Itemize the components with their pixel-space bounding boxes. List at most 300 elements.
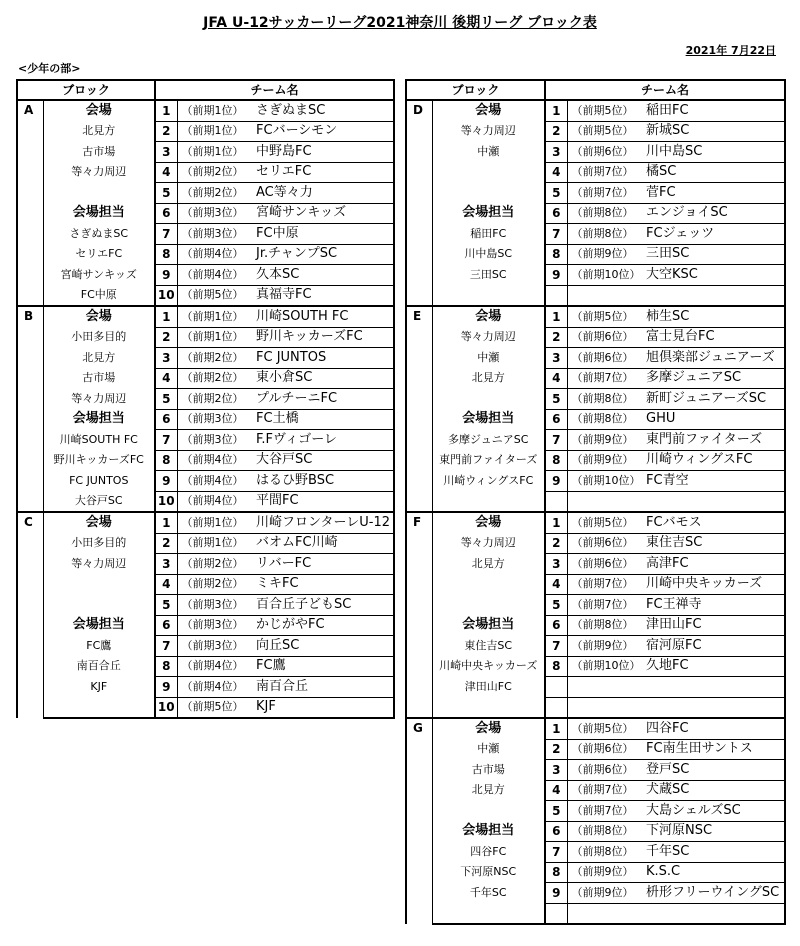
team-name: 枡形フリーウイングSC xyxy=(644,883,785,904)
venue-cell: 小田多目的 xyxy=(43,533,155,554)
team-number: 7 xyxy=(155,430,177,451)
table-row xyxy=(406,677,785,698)
team-number: 5 xyxy=(155,183,177,204)
table-row xyxy=(17,615,394,636)
venue-cell: 三田SC xyxy=(432,265,545,286)
venue-cell xyxy=(432,801,545,822)
previous-rank: （前期8位） xyxy=(567,203,644,224)
team-name: 東門前ファイターズ xyxy=(644,430,785,451)
venue-cell: 東門前ファイターズ xyxy=(432,450,545,471)
team-name: 川崎ウィングスFC xyxy=(644,450,785,471)
table-row xyxy=(406,554,785,575)
table-row xyxy=(17,389,394,410)
table-row xyxy=(17,203,394,224)
table-row xyxy=(406,821,785,842)
previous-rank: （前期4位） xyxy=(177,471,254,492)
table-row xyxy=(406,883,785,904)
previous-rank xyxy=(567,903,644,924)
venue-cell: 下河原NSC xyxy=(432,862,545,883)
previous-rank: （前期1位） xyxy=(177,306,254,327)
team-number: 8 xyxy=(155,244,177,265)
previous-rank: （前期9位） xyxy=(567,636,644,657)
team-number: 6 xyxy=(545,409,567,430)
team-name: 高津FC xyxy=(644,554,785,575)
table-row xyxy=(406,430,785,451)
table-row xyxy=(17,595,394,616)
previous-rank: （前期6位） xyxy=(567,739,644,760)
venue-cell xyxy=(432,183,545,204)
venue-cell: 会場 xyxy=(43,306,155,327)
team-number: 8 xyxy=(545,244,567,265)
venue-cell: 会場 xyxy=(43,512,155,533)
team-number: 1 xyxy=(155,306,177,327)
team-number: 5 xyxy=(545,389,567,410)
previous-rank: （前期7位） xyxy=(567,368,644,389)
venue-cell xyxy=(43,183,155,204)
previous-rank xyxy=(567,285,644,306)
team-name: 富士見台FC xyxy=(644,327,785,348)
table-row xyxy=(406,162,785,183)
table-row xyxy=(406,471,785,492)
team-name: リバーFC xyxy=(254,554,394,575)
team-name: 真福寺FC xyxy=(254,285,394,306)
team-number: 3 xyxy=(155,348,177,369)
team-header: チーム名 xyxy=(155,80,394,100)
venue-cell: 会場担当 xyxy=(432,409,545,430)
team-name: GHU xyxy=(644,409,785,430)
team-name xyxy=(644,677,785,698)
previous-rank: （前期8位） xyxy=(567,821,644,842)
venue-cell: 中瀬 xyxy=(432,142,545,163)
block-letter: G xyxy=(406,718,432,924)
team-name: セリエFC xyxy=(254,162,394,183)
previous-rank: （前期10位） xyxy=(567,471,644,492)
previous-rank: （前期5位） xyxy=(177,697,254,718)
table-row xyxy=(17,183,394,204)
team-number: 1 xyxy=(545,512,567,533)
venue-cell: 会場担当 xyxy=(432,615,545,636)
venue-cell: 会場 xyxy=(432,100,545,121)
block-letter: B xyxy=(17,306,43,512)
team-number: 6 xyxy=(155,203,177,224)
team-name: 新城SC xyxy=(644,121,785,142)
team-number: 4 xyxy=(545,574,567,595)
venue-cell: 等々力周辺 xyxy=(43,162,155,183)
previous-rank: （前期10位） xyxy=(567,656,644,677)
table-row xyxy=(406,739,785,760)
team-name xyxy=(644,491,785,512)
table-row xyxy=(17,697,394,718)
table-row xyxy=(406,656,785,677)
venue-cell: KJF xyxy=(43,677,155,698)
team-name: 四谷FC xyxy=(644,718,785,739)
table-row xyxy=(17,100,394,121)
previous-rank: （前期9位） xyxy=(567,430,644,451)
table-row xyxy=(406,574,785,595)
previous-rank: （前期5位） xyxy=(177,285,254,306)
venue-cell: 北見方 xyxy=(432,554,545,575)
table-row xyxy=(17,533,394,554)
block-letter: A xyxy=(17,100,43,306)
team-number: 2 xyxy=(545,739,567,760)
team-number: 1 xyxy=(545,100,567,121)
table-row xyxy=(406,265,785,286)
previous-rank: （前期4位） xyxy=(177,244,254,265)
team-number: 9 xyxy=(545,265,567,286)
table-row xyxy=(406,121,785,142)
venue-cell xyxy=(432,574,545,595)
team-name xyxy=(644,697,785,718)
team-number: 5 xyxy=(155,595,177,616)
previous-rank: （前期3位） xyxy=(177,409,254,430)
table-row xyxy=(406,760,785,781)
table-row xyxy=(406,862,785,883)
table-row xyxy=(406,801,785,822)
previous-rank: （前期5位） xyxy=(567,718,644,739)
previous-rank: （前期5位） xyxy=(567,306,644,327)
team-number: 3 xyxy=(545,142,567,163)
table-row xyxy=(17,636,394,657)
table-row xyxy=(406,409,785,430)
team-number: 8 xyxy=(545,656,567,677)
venue-cell: 古市場 xyxy=(432,760,545,781)
venue-cell: 川崎中央キッカーズ xyxy=(432,656,545,677)
venue-cell xyxy=(43,697,155,718)
team-number: 5 xyxy=(545,801,567,822)
team-number: 3 xyxy=(155,554,177,575)
previous-rank: （前期6位） xyxy=(567,142,644,163)
team-name: プルチーニFC xyxy=(254,389,394,410)
previous-rank: （前期4位） xyxy=(177,677,254,698)
previous-rank: （前期1位） xyxy=(177,512,254,533)
previous-rank: （前期8位） xyxy=(567,389,644,410)
table-row xyxy=(406,142,785,163)
venue-cell: 四谷FC xyxy=(432,842,545,863)
table-row xyxy=(406,903,785,924)
team-name xyxy=(644,285,785,306)
team-header: チーム名 xyxy=(545,80,785,100)
venue-cell: FC中原 xyxy=(43,285,155,306)
previous-rank: （前期2位） xyxy=(177,162,254,183)
team-name: F.Fヴィゴーレ xyxy=(254,430,394,451)
team-name: 犬蔵SC xyxy=(644,780,785,801)
table-row xyxy=(17,512,394,533)
team-name: エンジョイSC xyxy=(644,203,785,224)
previous-rank: （前期7位） xyxy=(567,183,644,204)
table-row xyxy=(406,285,785,306)
previous-rank: （前期5位） xyxy=(567,512,644,533)
team-name: 川中島SC xyxy=(644,142,785,163)
team-name: 久地FC xyxy=(644,656,785,677)
table-row xyxy=(17,368,394,389)
previous-rank: （前期2位） xyxy=(177,389,254,410)
table-row xyxy=(406,595,785,616)
previous-rank: （前期5位） xyxy=(567,121,644,142)
team-number: 7 xyxy=(545,842,567,863)
previous-rank: （前期3位） xyxy=(177,636,254,657)
team-number: 2 xyxy=(545,327,567,348)
venue-cell xyxy=(432,491,545,512)
previous-rank: （前期1位） xyxy=(177,327,254,348)
team-number: 2 xyxy=(545,121,567,142)
team-number: 6 xyxy=(155,409,177,430)
table-row xyxy=(406,306,785,327)
table-row xyxy=(406,697,785,718)
previous-rank: （前期9位） xyxy=(567,450,644,471)
venue-cell: 会場 xyxy=(43,100,155,121)
team-number xyxy=(545,285,567,306)
table-row xyxy=(17,142,394,163)
venue-cell: 多摩ジュニアSC xyxy=(432,430,545,451)
team-name: 百合丘子どもSC xyxy=(254,595,394,616)
team-name: K.S.C xyxy=(644,862,785,883)
team-name: 千年SC xyxy=(644,842,785,863)
team-number: 7 xyxy=(545,636,567,657)
previous-rank: （前期1位） xyxy=(177,121,254,142)
venue-cell: 大谷戸SC xyxy=(43,491,155,512)
table-row xyxy=(17,224,394,245)
team-name: かじがやFC xyxy=(254,615,394,636)
team-number: 8 xyxy=(155,656,177,677)
block-letter: E xyxy=(406,306,432,512)
table-row xyxy=(406,491,785,512)
team-number: 2 xyxy=(155,533,177,554)
venue-cell: 等々力周辺 xyxy=(432,533,545,554)
document-date: 2021年 7月22日 xyxy=(685,44,776,57)
table-row xyxy=(406,780,785,801)
venue-cell: 小田多目的 xyxy=(43,327,155,348)
venue-cell: 北見方 xyxy=(43,348,155,369)
team-name: 野川キッカーズFC xyxy=(254,327,394,348)
team-name: 宿河原FC xyxy=(644,636,785,657)
team-number: 10 xyxy=(155,491,177,512)
block-letter: D xyxy=(406,100,432,306)
venue-cell: 古市場 xyxy=(43,368,155,389)
venue-cell: 東住吉SC xyxy=(432,636,545,657)
team-name: 久本SC xyxy=(254,265,394,286)
table-row xyxy=(17,430,394,451)
team-number: 6 xyxy=(545,615,567,636)
team-number: 6 xyxy=(155,615,177,636)
venue-cell: 川中島SC xyxy=(432,244,545,265)
team-number: 2 xyxy=(545,533,567,554)
previous-rank: （前期4位） xyxy=(177,450,254,471)
team-name: 柿生SC xyxy=(644,306,785,327)
team-name: 宮崎サンキッズ xyxy=(254,203,394,224)
venue-cell: 北見方 xyxy=(432,780,545,801)
team-name: FC鷹 xyxy=(254,656,394,677)
team-name: 津田山FC xyxy=(644,615,785,636)
team-number: 7 xyxy=(545,430,567,451)
team-name: FC土橋 xyxy=(254,409,394,430)
previous-rank: （前期1位） xyxy=(177,100,254,121)
team-name: FC JUNTOS xyxy=(254,348,394,369)
table-row xyxy=(17,285,394,306)
venue-cell: 稲田FC xyxy=(432,224,545,245)
table-row xyxy=(406,533,785,554)
team-name: 南百合丘 xyxy=(254,677,394,698)
team-number: 7 xyxy=(155,224,177,245)
venue-cell: 南百合丘 xyxy=(43,656,155,677)
previous-rank: （前期1位） xyxy=(177,142,254,163)
team-number: 1 xyxy=(155,100,177,121)
venue-cell xyxy=(432,595,545,616)
team-number: 9 xyxy=(155,471,177,492)
table-row xyxy=(406,183,785,204)
venue-cell: 津田山FC xyxy=(432,677,545,698)
previous-rank: （前期4位） xyxy=(177,265,254,286)
team-name: 旭倶楽部ジュニアーズ xyxy=(644,348,785,369)
table-row xyxy=(406,100,785,121)
previous-rank: （前期5位） xyxy=(567,100,644,121)
previous-rank: （前期6位） xyxy=(567,533,644,554)
table-row xyxy=(17,409,394,430)
venue-cell: FC鷹 xyxy=(43,636,155,657)
team-name: 下河原NSC xyxy=(644,821,785,842)
venue-cell: 会場担当 xyxy=(432,203,545,224)
team-name: 橘SC xyxy=(644,162,785,183)
team-name: AC等々力 xyxy=(254,183,394,204)
table-row xyxy=(17,306,394,327)
team-number xyxy=(545,677,567,698)
team-name: KJF xyxy=(254,697,394,718)
table-row xyxy=(406,842,785,863)
team-number: 9 xyxy=(545,471,567,492)
venue-cell: 川崎ウィングスFC xyxy=(432,471,545,492)
team-name: FC青空 xyxy=(644,471,785,492)
team-name: 大空KSC xyxy=(644,265,785,286)
table-row xyxy=(406,244,785,265)
venue-cell: 等々力周辺 xyxy=(43,389,155,410)
table-row xyxy=(406,348,785,369)
team-number: 7 xyxy=(155,636,177,657)
team-name: FC王禅寺 xyxy=(644,595,785,616)
table-row xyxy=(17,348,394,369)
team-name: FC中原 xyxy=(254,224,394,245)
previous-rank: （前期2位） xyxy=(177,368,254,389)
block-header: ブロック xyxy=(17,80,155,100)
team-number: 4 xyxy=(545,780,567,801)
team-number: 3 xyxy=(545,760,567,781)
team-name: 向丘SC xyxy=(254,636,394,657)
venue-cell xyxy=(43,595,155,616)
team-number: 6 xyxy=(545,203,567,224)
table-row xyxy=(406,718,785,739)
venue-cell: 会場担当 xyxy=(432,821,545,842)
venue-cell: 中瀬 xyxy=(432,348,545,369)
venue-cell: 千年SC xyxy=(432,883,545,904)
venue-cell: 会場担当 xyxy=(43,409,155,430)
right-block-table xyxy=(405,79,786,925)
table-row xyxy=(406,636,785,657)
team-number: 3 xyxy=(155,142,177,163)
team-name: 中野島FC xyxy=(254,142,394,163)
table-row xyxy=(17,491,394,512)
team-name: 東住吉SC xyxy=(644,533,785,554)
previous-rank: （前期6位） xyxy=(567,348,644,369)
previous-rank xyxy=(567,697,644,718)
venue-cell: 北見方 xyxy=(43,121,155,142)
venue-cell xyxy=(432,285,545,306)
previous-rank: （前期8位） xyxy=(567,409,644,430)
table-row xyxy=(17,574,394,595)
team-number: 2 xyxy=(155,121,177,142)
venue-cell xyxy=(432,903,545,924)
page-title: JFA U-12サッカーリーグ2021神奈川 後期リーグ ブロック表 xyxy=(203,15,597,31)
team-number: 8 xyxy=(545,862,567,883)
venue-cell: 会場 xyxy=(432,306,545,327)
table-row xyxy=(406,203,785,224)
venue-cell: さぎぬまSC xyxy=(43,224,155,245)
team-name: FC南生田サントス xyxy=(644,739,785,760)
table-row xyxy=(17,327,394,348)
team-name: 川崎中央キッカーズ xyxy=(644,574,785,595)
team-number xyxy=(545,491,567,512)
team-name: 川崎フロンターレU-12 xyxy=(254,512,394,533)
team-number: 4 xyxy=(545,162,567,183)
table-row xyxy=(406,512,785,533)
table-row xyxy=(406,368,785,389)
previous-rank: （前期8位） xyxy=(567,842,644,863)
previous-rank: （前期10位） xyxy=(567,265,644,286)
team-name: 新町ジュニアーズSC xyxy=(644,389,785,410)
table-row xyxy=(17,450,394,471)
previous-rank: （前期4位） xyxy=(177,491,254,512)
block-letter: F xyxy=(406,512,432,718)
venue-cell: セリエFC xyxy=(43,244,155,265)
team-number: 1 xyxy=(545,718,567,739)
team-name: 平間FC xyxy=(254,491,394,512)
table-row xyxy=(17,677,394,698)
table-row xyxy=(17,162,394,183)
previous-rank: （前期6位） xyxy=(567,327,644,348)
table-row xyxy=(17,121,394,142)
team-name: はるひ野BSC xyxy=(254,471,394,492)
team-name: 三田SC xyxy=(644,244,785,265)
previous-rank: （前期2位） xyxy=(177,554,254,575)
previous-rank: （前期8位） xyxy=(567,224,644,245)
team-number: 5 xyxy=(545,595,567,616)
venue-cell: 会場担当 xyxy=(43,203,155,224)
team-number: 8 xyxy=(545,450,567,471)
team-number: 7 xyxy=(545,224,567,245)
team-number: 6 xyxy=(545,821,567,842)
previous-rank: （前期2位） xyxy=(177,183,254,204)
team-name xyxy=(644,903,785,924)
table-row xyxy=(17,554,394,575)
team-number: 3 xyxy=(545,348,567,369)
venue-cell xyxy=(432,389,545,410)
venue-cell: 等々力周辺 xyxy=(43,554,155,575)
previous-rank: （前期3位） xyxy=(177,430,254,451)
block-header: ブロック xyxy=(406,80,545,100)
venue-cell xyxy=(432,697,545,718)
team-number: 2 xyxy=(155,327,177,348)
team-name: Jr.チャンプSC xyxy=(254,244,394,265)
team-number xyxy=(545,697,567,718)
venue-cell: 等々力周辺 xyxy=(432,327,545,348)
previous-rank: （前期7位） xyxy=(567,801,644,822)
previous-rank: （前期7位） xyxy=(567,780,644,801)
team-number: 10 xyxy=(155,697,177,718)
previous-rank: （前期9位） xyxy=(567,244,644,265)
table-row xyxy=(406,224,785,245)
section-label: <少年の部> xyxy=(18,62,81,75)
team-name: 稲田FC xyxy=(644,100,785,121)
team-name: 登戸SC xyxy=(644,760,785,781)
previous-rank: （前期1位） xyxy=(177,533,254,554)
venue-cell: 中瀬 xyxy=(432,739,545,760)
